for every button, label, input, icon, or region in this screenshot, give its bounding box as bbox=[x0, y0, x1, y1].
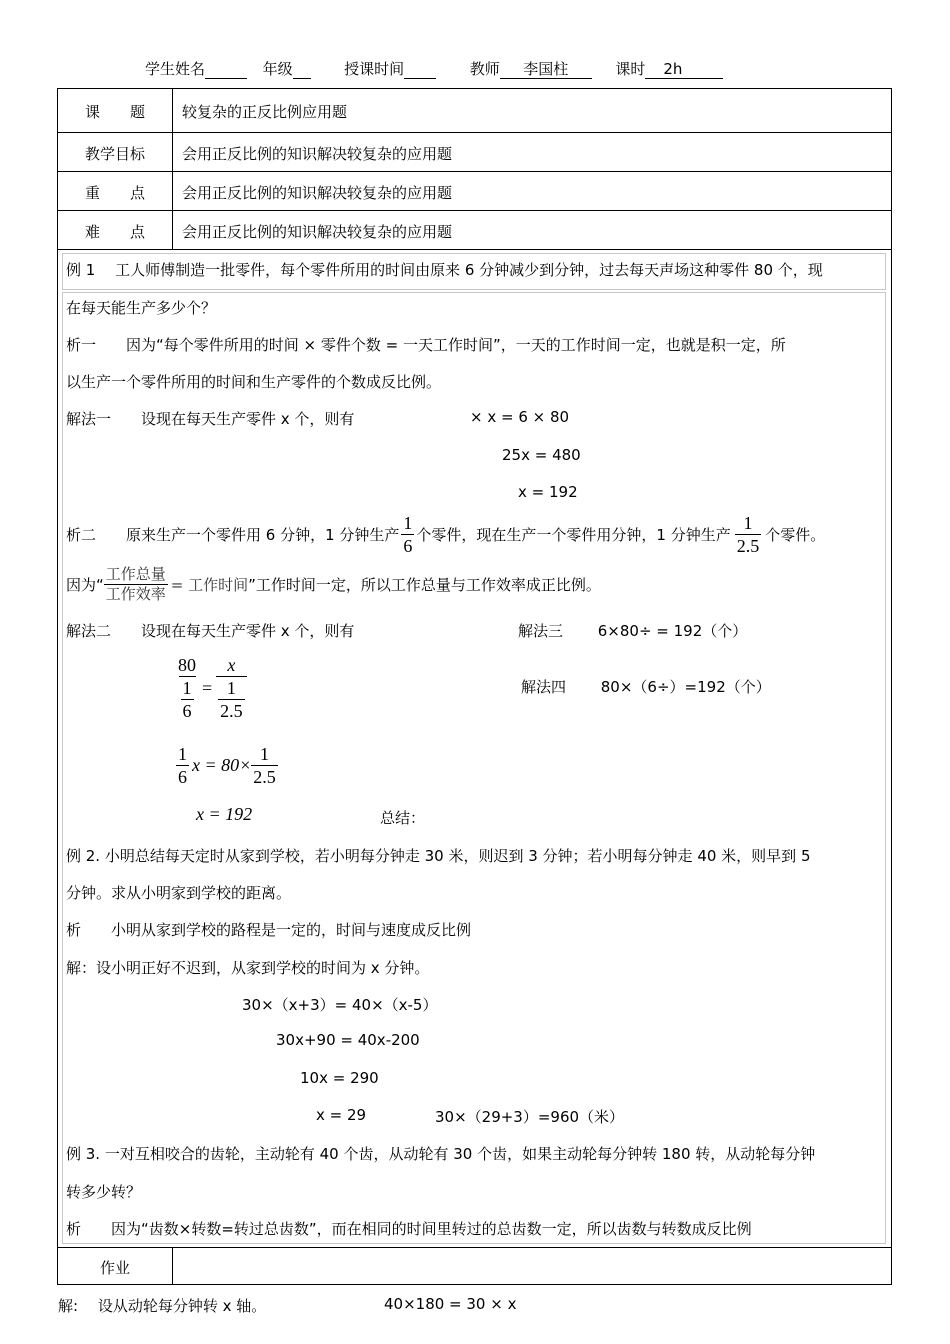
teacher-label: 教师 bbox=[469, 60, 500, 78]
info-value: 会用正反比例的知识解决较复杂的应用题 bbox=[182, 184, 453, 202]
ex1-solution1-eq2: 25x = 480 bbox=[502, 446, 581, 464]
ex3-title: 例 3. 一对互相咬合的齿轮，主动轮有 40 个齿，从动轮有 30 个齿，如果主动轮每分钟转 180 转，从动轮每分钟 bbox=[66, 1145, 816, 1163]
ex2-eq5: 30×（29+3）=960（米） bbox=[435, 1108, 625, 1126]
ex1-solution4: 解法四 80×（6÷）=192（个） bbox=[521, 678, 771, 696]
info-label: 难 点 bbox=[84, 223, 145, 241]
ex1-title: 例 1 工人师傅制造一批零件，每个零件所用的时间由原来 6 分钟减少到分钟，过去每天声场这种零件 80 个，现 bbox=[66, 261, 823, 279]
ex1-solution1-eq3: x = 192 bbox=[518, 483, 578, 501]
hours-label: 课时 bbox=[615, 60, 646, 78]
ex1-summary: 总结： bbox=[380, 809, 426, 827]
info-row-goal bbox=[58, 132, 891, 172]
ex1-analysis2-part1: 析二 原来生产一个零件用 6 分钟，1 分钟生产 bbox=[66, 525, 400, 544]
ex1-solution1-eq1: × x = 6 × 80 bbox=[470, 408, 570, 426]
homework-divider bbox=[58, 1247, 891, 1248]
fraction-work-total-over-efficiency: $\frac{\text{工作总量}}{\text{工作效率}}$ bbox=[105, 564, 166, 603]
ex1-analysis2-part2: 个零件，现在生产一个零件用分钟，1 分钟生产 bbox=[416, 525, 731, 544]
header-line bbox=[145, 58, 723, 79]
grade-label: 年级 bbox=[262, 60, 293, 78]
ex1-solution3: 解法三 6×80÷ = 192（个） bbox=[518, 622, 748, 640]
homework-label: 作业 bbox=[99, 1259, 130, 1277]
fraction-x-over-1-2-5: $\frac{x}{\frac{1}{2.5}}$ bbox=[216, 656, 247, 720]
ex1-solution2-eq3: x = 192 bbox=[196, 804, 253, 824]
fraction-one-over-2-5: $\frac{1}{2.5}$ bbox=[253, 744, 276, 787]
fraction-one-over-2-5: $\frac{1}{2.5}$ bbox=[736, 512, 760, 556]
footer-solution: 解: 设从动轮每分钟转 x 轴。 bbox=[58, 1297, 267, 1315]
ex2-title: 例 2. 小明总结每天定时从家到学校，若小明每分钟走 30 米，则迟到 3 分钟；若小明每分钟走 40 米，则早到 5 bbox=[66, 847, 811, 865]
student-name-blank[interactable] bbox=[205, 60, 247, 79]
column-divider bbox=[172, 89, 173, 249]
homework-column-divider bbox=[172, 1247, 173, 1285]
ex1-analysis1-line1: 析一 因为“每个零件所用的时间 × 零件个数 = 一天工作时间”，一天的工作时间一定，也就是积一定，所 bbox=[66, 336, 786, 354]
info-label: 教学目标 bbox=[84, 145, 145, 163]
info-row-key-point bbox=[58, 172, 891, 211]
fraction-80-over-1-6: $\frac{80}{\frac{1}{6}}$ bbox=[178, 655, 196, 721]
ex1-analysis2-line bbox=[66, 510, 825, 558]
ex1-solution2-eq2: $\frac{1}{6}$ x = 80× $\frac{1}{2.5}$ bbox=[178, 744, 276, 787]
ex1-solution1-label: 解法一 设现在每天生产零件 x 个，则有 bbox=[66, 410, 355, 428]
ex2-solution: 解：设小明正好不迟到，从家到学校的时间为 x 分钟。 bbox=[66, 959, 430, 977]
info-value: 会用正反比例的知识解决较复杂的应用题 bbox=[182, 145, 453, 163]
info-row-topic bbox=[58, 89, 891, 133]
ex2-title-cont: 分钟。求从小明家到学校的距离。 bbox=[66, 884, 292, 902]
info-label: 重 点 bbox=[84, 184, 145, 202]
info-row-difficulty bbox=[58, 211, 891, 250]
info-value: 会用正反比例的知识解决较复杂的应用题 bbox=[182, 223, 453, 241]
fraction-one-sixth: $\frac{1}{6}$ bbox=[403, 512, 413, 556]
info-label: 课 题 bbox=[84, 103, 145, 121]
ex2-analysis: 析 小明从家到学校的路程是一定的，时间与速度成反比例 bbox=[66, 921, 472, 939]
grade-blank[interactable] bbox=[293, 60, 311, 79]
footer-equation: 40×180 = 30 × x bbox=[384, 1295, 517, 1313]
ex1-analysis2-part3: 个零件。 bbox=[765, 525, 826, 544]
info-value: 较复杂的正反比例应用题 bbox=[182, 103, 348, 121]
ex2-eq4: x = 29 bbox=[316, 1106, 367, 1124]
ex3-analysis: 析 因为“齿数×转数=转过总齿数”，而在相同的时间里转过的总齿数一定，所以齿数与转数成反比例 bbox=[66, 1220, 752, 1238]
ex2-eq2: 30x+90 = 40x-200 bbox=[276, 1031, 420, 1049]
ex1-solution2-eq1: $\frac{80}{\frac{1}{6}}$ = $\frac{x}{\frac{1}{2.5}}$ bbox=[176, 656, 247, 720]
ex1-solution2-label: 解法二 设现在每天生产零件 x 个，则有 bbox=[66, 622, 355, 640]
hours-value: 2h bbox=[645, 60, 723, 79]
fraction-one-sixth: $\frac{1}{6}$ bbox=[178, 744, 187, 787]
student-name-label: 学生姓名 bbox=[145, 60, 206, 78]
class-time-blank[interactable] bbox=[404, 60, 436, 79]
ex3-title-cont: 转多少转？ bbox=[66, 1183, 142, 1201]
ex1-analysis2-because: 因为“ $\frac{\text{工作总量}}{\text{工作效率}}$ = 工作时间 ”工作时间一定，所以工作总量与工作效率成正比例。 bbox=[66, 564, 601, 603]
ex2-eq1: 30×（x+3）= 40×（x-5） bbox=[242, 996, 438, 1014]
class-time-label: 授课时间 bbox=[344, 60, 405, 78]
ex2-eq3: 10x = 290 bbox=[300, 1069, 379, 1087]
teacher-name: 李国柱 bbox=[500, 60, 592, 79]
ex1-title-cont: 在每天能生产多少个？ bbox=[66, 299, 217, 317]
ex1-analysis1-line2: 以生产一个零件所用的时间和生产零件的个数成反比例。 bbox=[66, 373, 442, 391]
